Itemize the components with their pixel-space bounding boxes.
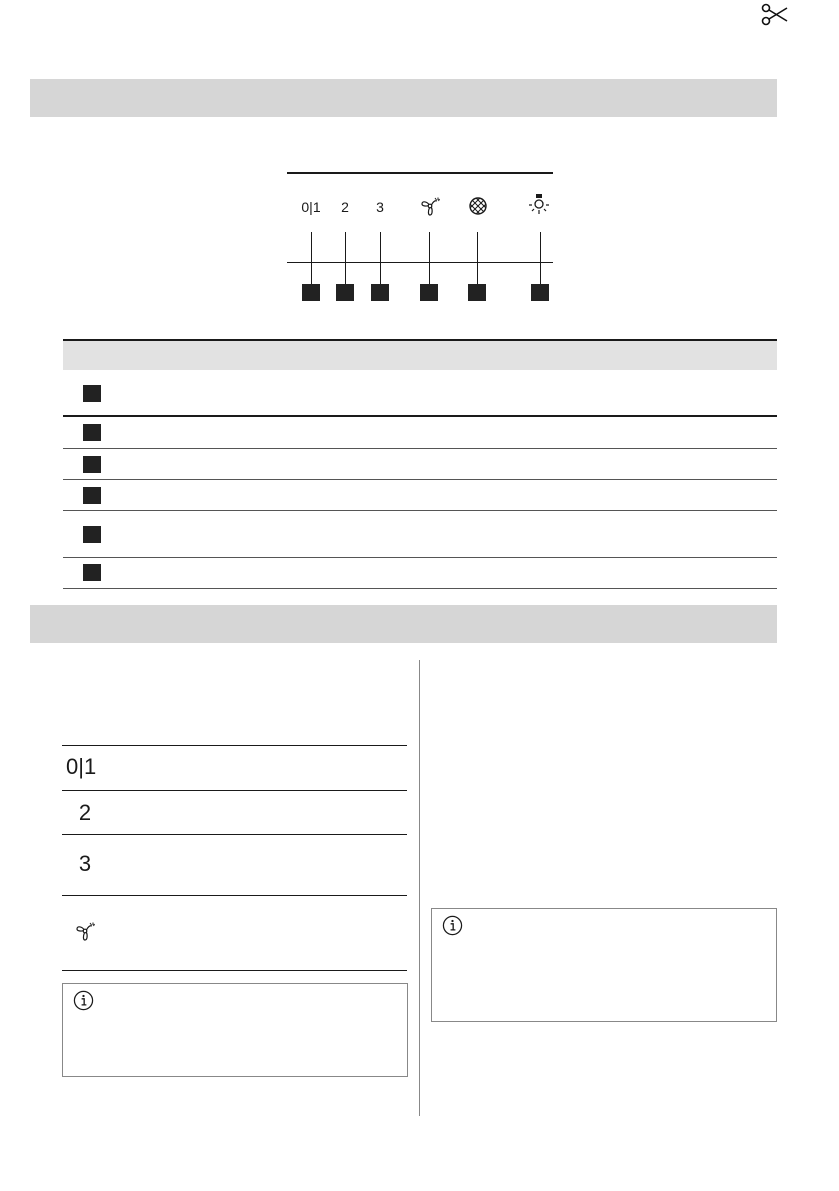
light-icon — [528, 193, 550, 217]
section-header-bar — [30, 79, 777, 117]
table-row — [63, 558, 777, 589]
section-header-bar — [30, 605, 777, 643]
info-icon — [73, 990, 94, 1011]
table-header — [63, 339, 777, 370]
speed-3-symbol: 3 — [78, 851, 92, 876]
list-divider — [62, 895, 407, 896]
callout-marker — [531, 284, 549, 301]
callout-marker — [83, 424, 101, 441]
callout-marker — [420, 284, 438, 301]
on-off-symbol: 0|1 — [301, 199, 321, 215]
callout-marker — [83, 456, 101, 473]
info-icon — [442, 915, 463, 936]
list-divider — [62, 970, 407, 971]
fan-boost-icon — [74, 920, 96, 942]
fan-boost-icon — [419, 195, 441, 217]
list-divider — [62, 790, 407, 791]
leader-line — [380, 232, 381, 284]
table-row — [63, 511, 777, 558]
on-off-symbol: 0|1 — [66, 754, 97, 779]
callout-marker — [83, 564, 101, 581]
leader-line — [540, 232, 541, 284]
callout-marker — [336, 284, 354, 301]
panel-top-edge — [287, 172, 553, 174]
list-divider — [62, 745, 407, 746]
leader-line — [429, 232, 430, 284]
table-row — [63, 417, 777, 449]
table-row — [63, 370, 777, 417]
grease-filter-icon — [468, 196, 488, 216]
leader-line — [477, 232, 478, 284]
speed-3-symbol: 3 — [376, 199, 384, 215]
callout-marker — [302, 284, 320, 301]
speed-2-symbol: 2 — [341, 199, 349, 215]
callout-marker — [83, 487, 101, 504]
table-row — [63, 449, 777, 480]
info-note-box — [62, 983, 408, 1077]
panel-bottom-edge — [287, 262, 553, 263]
speed-2-symbol: 2 — [78, 800, 92, 825]
callout-marker — [371, 284, 389, 301]
callout-marker — [83, 385, 101, 402]
callout-marker — [468, 284, 486, 301]
column-divider — [419, 660, 420, 1116]
scissors-icon — [760, 2, 790, 28]
list-divider — [62, 834, 407, 835]
table-row — [63, 480, 777, 511]
info-note-box — [431, 908, 777, 1022]
leader-line — [345, 232, 346, 284]
callout-marker — [83, 526, 101, 543]
leader-line — [311, 232, 312, 284]
